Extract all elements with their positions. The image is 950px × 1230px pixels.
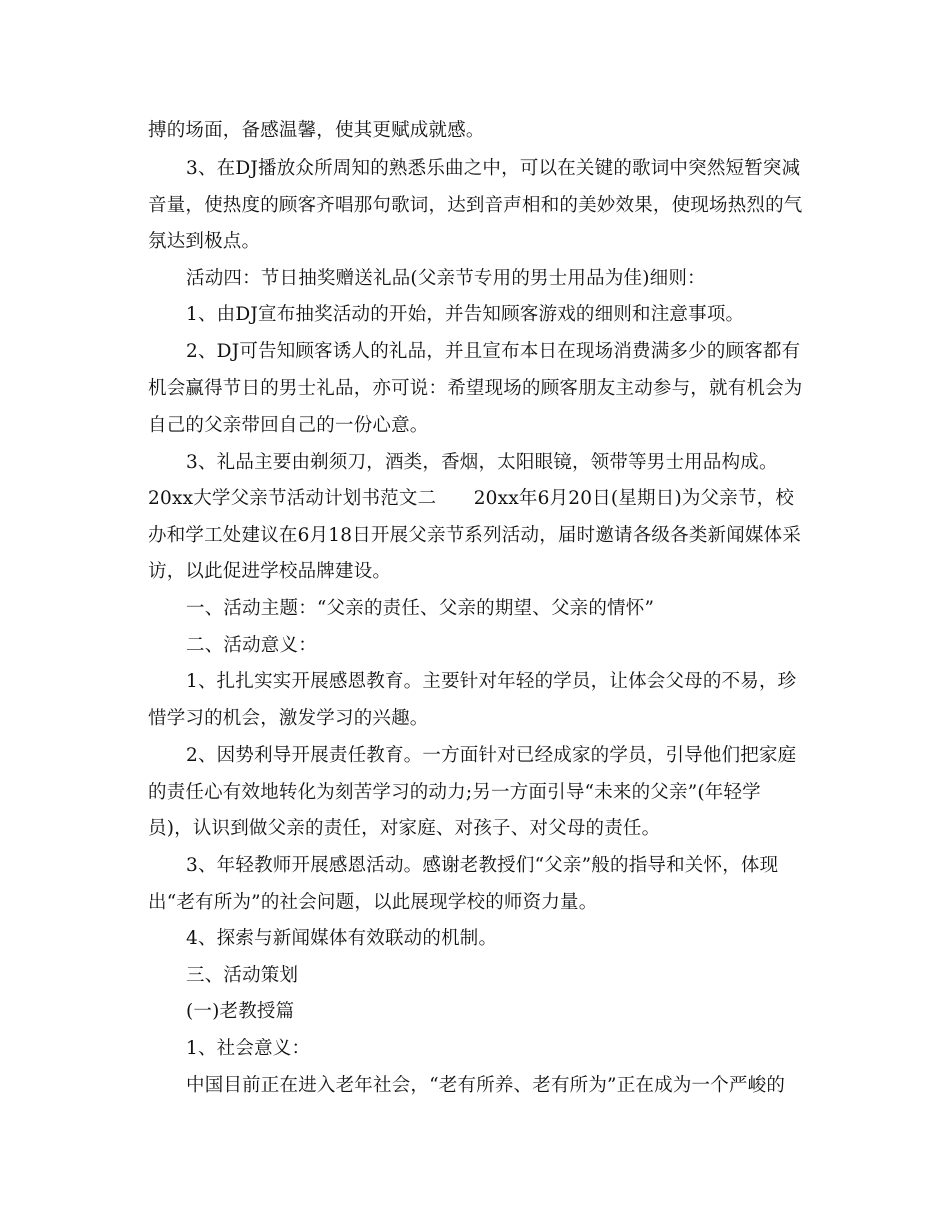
text-line: 惜学习的机会，激发学习的兴趣。 [148,708,429,729]
text-line: 20xx大学父亲节活动计划书范文二 20xx年6月20日(星期日)为父亲节，校 [148,488,795,509]
text-line: 氛达到极点。 [148,231,261,252]
text-line: 搏的场面，备感温馨，使其更赋成就感。 [148,120,485,141]
text-line: 访，以此促进学校品牌建设。 [148,561,392,582]
text-line: 2、因势利导开展责任教育。一方面针对已经成家的学员，引导他们把家庭 [186,745,797,766]
text-line: 中国目前正在进入老年社会，“老有所养、老有所为”正在成为一个严峻的 [186,1075,786,1096]
text-line: 办和学工处建议在6月18日开展父亲节系列活动，届时邀请各级各类新闻媒体采 [148,525,802,546]
text-line: 音量，使热度的顾客齐唱那句歌词，达到音声相和的美妙效果，使现场热烈的气 [148,195,803,216]
text-line: 1、社会意义： [186,1038,311,1059]
text-line: 1、扎扎实实开展感恩教育。主要针对年轻的学员，让体会父母的不易，珍 [186,671,797,692]
text-line: 1、由DJ宣布抽奖活动的开始，并告知顾客游戏的细则和注意事项。 [186,304,745,325]
text-line: 2、DJ可告知顾客诱人的礼品，并且宣布本日在现场消费满多少的顾客都有 [186,341,801,362]
text-line: 机会赢得节日的男士礼品，亦可说：希望现场的顾客朋友主动参与，就有机会为 [148,378,803,399]
text-line: 出“老有所为”的社会问题，以此展现学校的师资力量。 [148,892,598,913]
text-line: 自己的父亲带回自己的一份心意。 [148,415,429,436]
text-line: 二、活动意义： [186,635,317,656]
text-line: 3、在DJ播放众所周知的熟悉乐曲之中，可以在关键的歌词中突然短暂突减 [186,158,801,179]
text-line: 活动四：节日抽奖赠送礼品(父亲节专用的男士用品为佳)细则： [186,268,706,289]
text-line: (一)老教授篇 [186,1001,295,1022]
text-line: 4、探索与新闻媒体有效联动的机制。 [186,928,498,949]
text-line: 的责任心有效地转化为刻苦学习的动力;另一方面引导“未来的父亲”(年轻学 [148,782,761,803]
text-line: 一、活动主题：“父亲的责任、父亲的期望、父亲的情怀” [186,598,655,619]
text-line: 3、年轻教师开展感恩活动。感谢老教授们“父亲”般的指导和关怀，体现 [186,855,779,876]
text-line: 三、活动策划 [186,965,299,986]
text-line: 员)，认识到做父亲的责任，对家庭、对孩子、对父母的责任。 [148,818,661,839]
text-line: 3、礼品主要由剃须刀，酒类，香烟，太阳眼镜，领带等男士用品构成。 [186,452,778,473]
